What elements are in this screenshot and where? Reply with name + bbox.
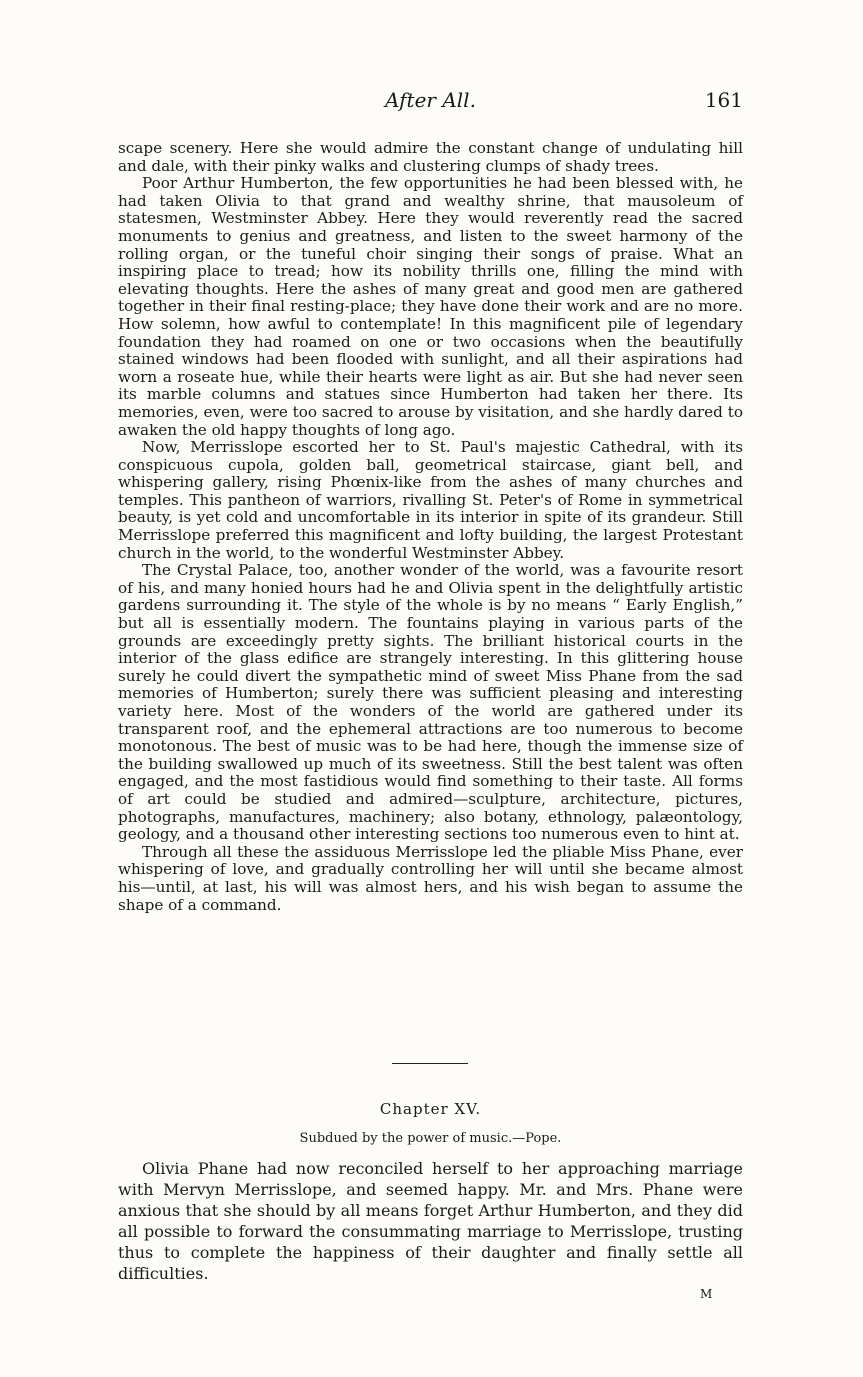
signature-mark: M [700,1287,713,1301]
paragraph: Poor Arthur Humberton, the few opportunities he had been blessed with, he had taken Olivia to that grand and wealthy shrine, that mausoleum of statesmen, Westminster Abbey. Here they would reverently read the sacred monuments to genius and greatness, and listen to the sweet harmony of the rolling organ, or the tuneful choir singing their songs of praise. What an inspiring place to tread; how its nobility thrills one, filling the mind with elevating thoughts. Here the ashes of many great and good men are gathered together in their final resting-place; they have done their work and are no more. How solemn, how awful to contemplate! In this magnificent pile of legendary foundation they had roamed on one or two occasions when the beautifully stained windows had been flooded with sunlight, and all their aspirations had worn a roseate hue, while their hearts were light as air. But she had never seen its marble columns and statues since Humberton had taken her there. Its memories, even, were too sacred to arouse by visitation, and she hardly dared to awaken the old happy thoughts of long ago. [118,174,743,439]
page-number: 161 [704,88,743,112]
chapter-text [118,1158,743,1284]
paragraph: Olivia Phane had now reconciled herself to her approaching marriage with Mervyn Merrisslope, and seemed happy. Mr. and Mrs. Phane were anxious that she should by all means forget Arthur Humberton, and they did all possible to forward the consummating marriage to Merrisslope, trusting thus to complete the happiness of their daughter and finally settle all difficulties. [118,1159,743,1283]
page-header [118,86,743,116]
paragraph: scape scenery. Here she would admire the constant change of undulating hill and dale, with their pinky walks and clustering clumps of shady trees. [118,139,743,175]
paragraph: The Crystal Palace, too, another wonder of the world, was a favourite resort of his, and many honied hours had he and Olivia spent in the delightfully artistic gardens surrounding it. The style of the whole is by no means “ Early English,” but all is essentially modern. The fountains playing in various parts of the grounds are exceedingly pretty sights. The brilliant historical courts in the interior of the glass edifice are strangely interesting. In this glittering house surely he could divert the sympathetic mind of sweet Miss Phane from the sad memories of Humberton; surely there was sufficient pleasing and interesting variety here. Most of the wonders of the world are gathered under its transparent roof, and the ephemeral attractions are too numerous to become monotonous. The best of music was to be had here, though the immense size of the building swallowed up much of its sweetness. Still the best talent was often engaged, and the most fastidious would find something to their taste. All forms of art could be studied and admired—sculpture, architecture, pictures, photographs, manufactures, machinery; also botany, ethnology, palæontology, geology, and a thousand other interesting sections too numerous even to hint at. [118,561,743,844]
body-text [118,140,743,914]
paragraph: Through all these the assiduous Merrisslope led the pliable Miss Phane, ever whispering of love, and gradually controlling her will until she became almost his—until, at last, his will was almost hers, and his wish began to assume the shape of a command. [118,842,743,914]
running-title: After All. [385,88,476,112]
section-divider [392,1063,468,1064]
chapter-epigraph: Subdued by the power of music.—Pope. [299,1131,562,1146]
chapter-heading: Chapter XV. [379,1100,482,1118]
paragraph: Now, Merrisslope escorted her to St. Paul's majestic Cathedral, with its conspicuous cupola, golden ball, geometrical staircase, giant bell, and whispering gallery, rising Phœnix-like from the ashes of many churches and temples. This pantheon of warriors, rivalling St. Peter's of Rome in symmetrical beauty, is yet cold and uncomfortable in its interior in spite of its grandeur. Still Merrisslope preferred this magnificent and lofty building, the largest Protestant church in the world, to the wonderful Westminster Abbey. [118,438,743,562]
